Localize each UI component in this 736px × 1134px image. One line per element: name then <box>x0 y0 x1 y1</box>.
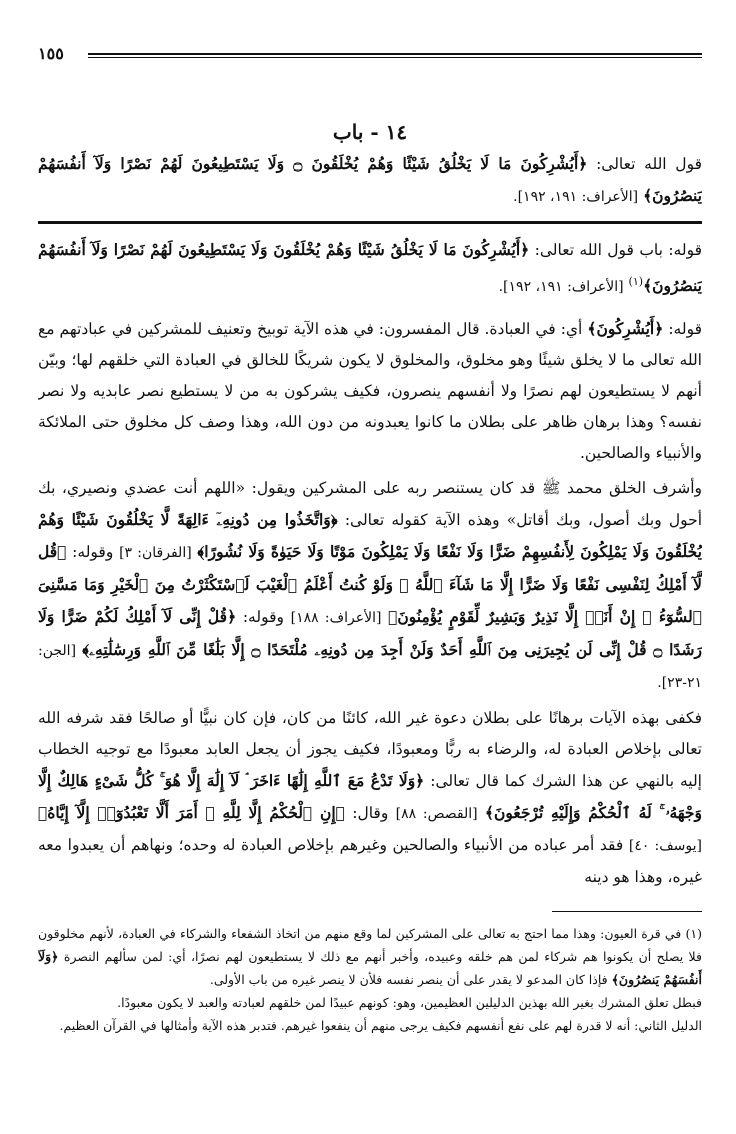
chapter-title: ١٤ - باب <box>332 120 408 144</box>
p1-verse: ﴿أَيُشْرِكُونَ مَا لَا يَخْلُقُ شَيْئًا وَهُمْ يُخْلَقُونَ وَلَا يَسْتَطِيعُونَ لَهُمْ نَصْرًا وَلَآ أَنفُسَهُمْ يَنصُرُونَ﴾ <box>38 240 702 296</box>
intro-verse: ﴿أَيُشْرِكُونَ مَا لَا يَخْلُقُ شَيْئًا وَهُمْ يُخْلَقُونَ ۝ وَلَا يَسْتَطِيعُونَ لَهُمْ نَصْرًا وَلَآ أَنفُسَهُمْ يَنصُرُونَ﴾ <box>38 154 702 205</box>
page-header <box>38 40 702 68</box>
footnote-marker: (١) <box>628 275 644 288</box>
p3-verse-2: ﴿قُل لَّآ أَمْلِكُ لِنَفْسِى نَفْعًا وَلَا ضَرًّا إِلَّا مَا شَآءَ ٱللَّهُ ۚ وَلَوْ كُنتُ أَعْلَمُ ٱلْغَيْبَ لَٱسْتَكْثَرْتُ مِنَ ٱلْخَيْرِ وَمَا مَسَّنِىَ ٱلسُّوٓءُ ۚ إِنْ أَنَا۠ إِلَّا نَذِيرٌ وَبَشِيرٌ لِّقَوْمٍ يُؤْمِنُونَ﴾ <box>38 542 702 627</box>
p2-text: أي: في العبادة. قال المفسرون: في هذه الآية توبيخ وتعنيف للمشركين في عبادتهم مع الله تعالى ما لا يخلق شيئًا وهو مخلوق، والمخلوق لا يكون شريكًا للخالق في العبادة التي خلقهم لها؛ وبيّن أنهم لا يستطيعون لهم نصرًا ولا أنفسهم ينصرون، فكيف يشركون به من لا يستطيع نصر عابديه ولا نصر نفسه؟ وهذا برهان ظاهر على بطلان ما كانوا يعبدونه من دون الله، وهذا وصف كل مخلوق حتى الملائكة والأنبياء والصالحين. <box>38 320 702 463</box>
footnote-1-cont-1: فبطل تعلق المشرك بغير الله بهذين الدليلين العظيمين، وهو: كونهم عبيدًا لمن خلقهم لعبادته والعبد لا يكون معبودًا. <box>117 995 702 1011</box>
p2-verse: ﴿أَيُشْرِكُونَ﴾ <box>587 319 664 339</box>
header-rule <box>88 53 702 58</box>
p3-text-c: وقوله: <box>242 608 284 627</box>
footnote-1-verse: ﴿وَلَآ أَنفُسَهُمْ يَنصُرُونَ﴾ <box>38 949 702 988</box>
p3-ref-3: [الجن: ٢١-٢٣]. <box>38 643 702 692</box>
p4-text-c: فقد أمر عباده من الأنبياء والصالحين وغيرهم بإخلاص العبادة له وحده؛ ونهاهم أن يعبدوا معه غيره، وهذا هو دينه <box>38 836 702 887</box>
page-number: ١٥٥ <box>38 44 64 63</box>
commentary-paragraph-2 <box>38 313 702 469</box>
p3-ref-1: [الفرقان: ٣] <box>119 545 192 562</box>
p3-text-a: وأشرف الخلق محمد ﷺ قد كان يستنصر ربه على المشركين ويقول: «اللهم أنت عضدي ونصيري، بك أحول وبك أصول، وبك أقاتل» وهذه الآية كقوله تعالى: <box>38 479 702 530</box>
footnotes <box>38 922 702 1037</box>
p4-text-a: فكفى بهذه الآيات برهانًا على بطلان دعوة غير الله، كائنًا من كان، فإن كان نبيًّا أو صالحًا فقد شرفه الله تعالى بإخلاص العبادة له، والرضاء به ربًّا ومعبودًا، فكيف يجوز أن يجعل العابد معبودًا مع توجيه الخطاب إليه بالنهي عن هذا الشرك كما قال تعالى: <box>38 709 702 791</box>
chapter-intro <box>38 148 702 213</box>
section-divider <box>38 221 702 224</box>
footnote-1-text-a: (١) في قرة العيون: وهذا مما احتج به تعالى على المشركين لما وقع منهم من اتخاذ الشفعاء والشركاء في العبادة، لأنهم مخلوقون فلا يصلح أن يكونوا هم شركاء لمن هم خلقه وعبيده، وأخبر أنهم مع ذلك لا يستطيعون لهم نصرًا، أي: لمن سألهم النصرة <box>38 926 702 965</box>
book-page <box>38 40 702 1120</box>
p1-lead: قوله: باب قول الله تعالى: <box>534 241 702 259</box>
p3-ref-2: [الأعراف: ١٨٨] <box>290 610 382 627</box>
commentary-paragraph-3 <box>38 473 702 699</box>
p4-verse-2: ﴿إِنِ ٱلْحُكْمُ إِلَّا لِلَّهِ ۚ أَمَرَ أَلَّا تَعْبُدُوٓا۟ إِلَّآ إِيَّاهُ﴾ <box>38 803 345 823</box>
p1-ref: [الأعراف: ١٩١، ١٩٢]. <box>498 279 624 296</box>
p3-text-b: وقوله: <box>72 543 114 562</box>
commentary-paragraph-4 <box>38 703 702 893</box>
intro-lead: قول الله تعالى: <box>596 155 702 173</box>
p3-verse-1: ﴿وَاتَّخَذُوا مِن دُونِهِۦٓ ءَالِهَةً لَّا يَخْلُقُونَ شَيْئًا وَهُمْ يُخْلَقُونَ وَلَا يَمْلِكُونَ لِأَنفُسِهِمْ ضَرًّا وَلَا نَفْعًا وَلَا يَمْلِكُونَ مَوْتًا وَلَا حَيَوٰةً وَلَا نُشُورًا﴾ <box>38 510 702 562</box>
p3-verse-3: ﴿قُلْ إِنِّى لَآ أَمْلِكُ لَكُمْ ضَرًّا وَلَا رَشَدًا ۝ قُلْ إِنِّى لَن يُجِيرَنِى مِنَ ٱللَّهِ أَحَدٌ وَلَنْ أَجِدَ مِن دُونِهِۦ مُلْتَحَدًا ۝ إِلَّا بَلَٰغًا مِّنَ ٱللَّهِ وَرِسَٰلَٰتِهِۦ﴾ <box>38 607 702 660</box>
commentary-paragraph-1 <box>38 234 702 303</box>
p4-text-b: وقال: <box>352 804 389 823</box>
p4-verse-1: ﴿وَلَا تَدْعُ مَعَ ٱللَّهِ إِلَٰهًا ءَاخَرَ ۘ لَآ إِلَٰهَ إِلَّا هُوَ ۚ كُلُّ شَىْءٍ هَالِكٌ إِلَّا وَجْهَهُۥ ۚ لَهُ ٱلْحُكْمُ وَإِلَيْهِ تُرْجَعُونَ﴾ <box>38 771 702 823</box>
footnote-1-text-b: فإذا كان المدعو لا يقدر على أن ينصر نفسه فلأن لا ينصر غيره من باب الأولى. <box>209 972 608 988</box>
footnote-divider <box>552 911 702 912</box>
footnote-1-cont-2: الدليل الثاني: أنه لا قدرة لهم على نفع أنفسهم فكيف يرجى منهم أن ينفعوا غيرهم. فتدبر هذه الآية وأمثالها في القرآن العظيم. <box>59 1018 702 1034</box>
p4-ref-2: [يوسف: ٤٠] <box>628 838 702 855</box>
intro-ref: [الأعراف: ١٩١، ١٩٢]. <box>513 189 639 205</box>
p4-ref-1: [القصص: ٨٨] <box>395 806 478 823</box>
p2-lead: قوله: <box>668 320 702 339</box>
footnote-1 <box>38 922 702 991</box>
